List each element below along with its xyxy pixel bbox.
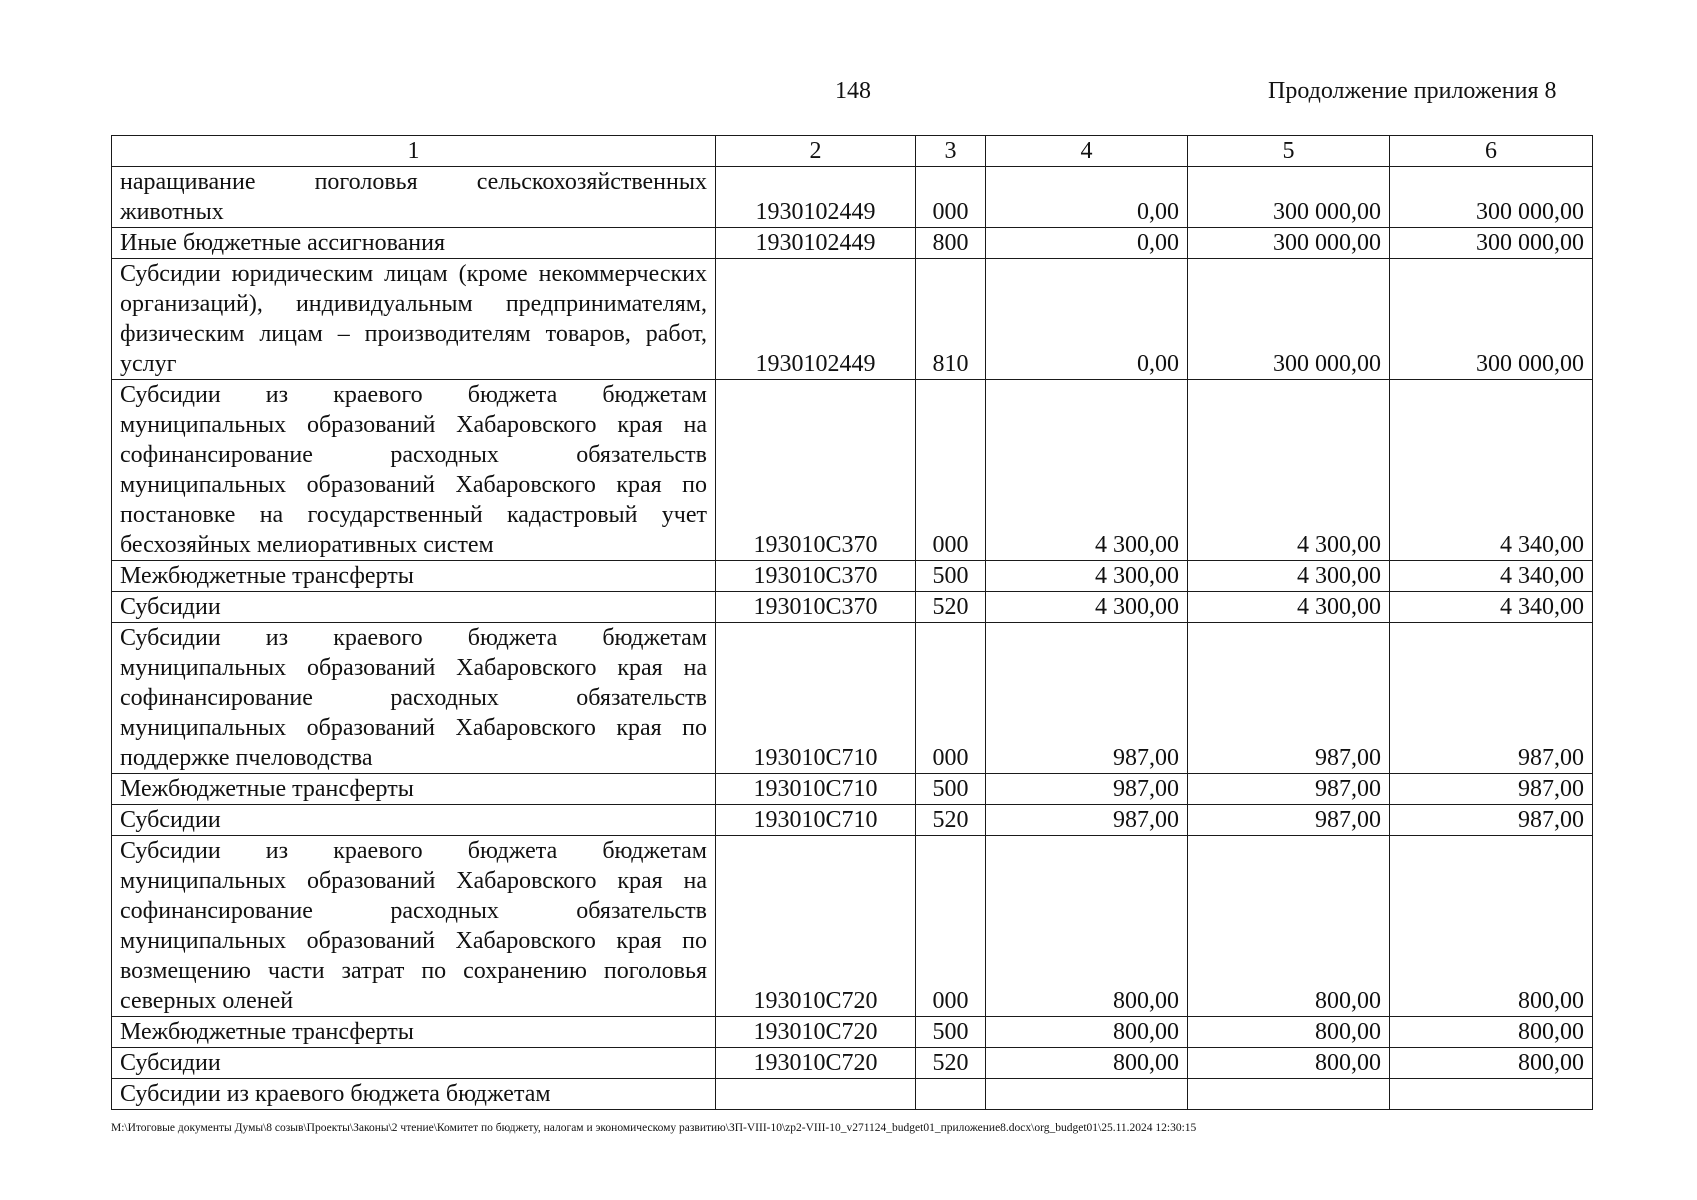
amount-col4-cell: 4 300,00 [986,592,1188,623]
expense-type-cell: 520 [916,1048,986,1079]
amount-col6-cell: 987,00 [1390,805,1593,836]
table-row [112,561,1593,592]
expense-name-cell: Межбюджетные трансферты [112,774,716,805]
target-article-code-cell: 1930102449 [716,167,916,228]
table-row [112,592,1593,623]
table-row [112,623,1593,774]
budget-table [111,135,1593,1110]
expense-name-cell: Субсидии [112,592,716,623]
expense-type-cell: 500 [916,1017,986,1048]
expense-type-cell: 500 [916,774,986,805]
amount-col4-cell [986,1079,1188,1110]
amount-col5-cell: 987,00 [1188,805,1390,836]
amount-col6-cell: 300 000,00 [1390,259,1593,380]
column-header-4: 4 [986,136,1188,167]
amount-col4-cell: 800,00 [986,1048,1188,1079]
expense-type-cell: 000 [916,836,986,1017]
expense-name-cell: Субсидии юридическим лицам (кроме некоммерческих организаций), индивидуальным предпринимателям, физическим лицам – производителям товаров, работ, услуг [112,259,716,380]
target-article-code-cell: 193010С710 [716,774,916,805]
expense-type-cell: 810 [916,259,986,380]
target-article-code-cell: 1930102449 [716,259,916,380]
target-article-code-cell: 1930102449 [716,228,916,259]
column-header-5: 5 [1188,136,1390,167]
expense-type-cell: 800 [916,228,986,259]
amount-col6-cell: 800,00 [1390,1017,1593,1048]
expense-name-cell: Субсидии из краевого бюджета бюджетам муниципальных образований Хабаровского края на софинансирование расходных обязательств муниципальных образований Хабаровского края по поддержке пчеловодства [112,623,716,774]
amount-col4-cell: 4 300,00 [986,380,1188,561]
column-header-2: 2 [716,136,916,167]
target-article-code-cell: 193010С720 [716,1048,916,1079]
amount-col5-cell: 800,00 [1188,1048,1390,1079]
amount-col4-cell: 987,00 [986,774,1188,805]
table-row [112,228,1593,259]
amount-col5-cell: 987,00 [1188,774,1390,805]
table-row [112,1017,1593,1048]
column-header-1: 1 [112,136,716,167]
target-article-code-cell: 193010С370 [716,561,916,592]
expense-name-cell: Субсидии из краевого бюджета бюджетам муниципальных образований Хабаровского края на софинансирование расходных обязательств муниципальных образований Хабаровского края по возмещению части затрат по сохранению поголовья северных оленей [112,836,716,1017]
page-number: 148 [835,78,871,104]
amount-col4-cell: 800,00 [986,836,1188,1017]
amount-col6-cell: 300 000,00 [1390,167,1593,228]
amount-col6-cell: 4 340,00 [1390,561,1593,592]
amount-col5-cell: 300 000,00 [1188,167,1390,228]
amount-col5-cell: 4 300,00 [1188,561,1390,592]
amount-col4-cell: 4 300,00 [986,561,1188,592]
expense-name-cell: Межбюджетные трансферты [112,1017,716,1048]
expense-name-cell: Субсидии из краевого бюджета бюджетам муниципальных образований Хабаровского края на софинансирование расходных обязательств муниципальных образований Хабаровского края по постановке на государственный кадастровый учет бесхозяйных мелиоративных систем [112,380,716,561]
amount-col6-cell: 800,00 [1390,836,1593,1017]
amount-col4-cell: 0,00 [986,259,1188,380]
target-article-code-cell: 193010С720 [716,1017,916,1048]
amount-col5-cell: 4 300,00 [1188,380,1390,561]
target-article-code-cell: 193010С710 [716,623,916,774]
amount-col5-cell [1188,1079,1390,1110]
expense-type-cell: 000 [916,623,986,774]
table-row [112,1048,1593,1079]
expense-name-cell: Межбюджетные трансферты [112,561,716,592]
table-header [112,136,1593,167]
table-row [112,380,1593,561]
expense-name-cell: Субсидии [112,1048,716,1079]
amount-col5-cell: 4 300,00 [1188,592,1390,623]
target-article-code-cell: 193010С710 [716,805,916,836]
target-article-code-cell [716,1079,916,1110]
expense-type-cell: 500 [916,561,986,592]
table-row [112,805,1593,836]
target-article-code-cell: 193010С370 [716,592,916,623]
expense-name-cell: Субсидии из краевого бюджета бюджетам [112,1079,716,1110]
amount-col6-cell: 4 340,00 [1390,380,1593,561]
amount-col5-cell: 300 000,00 [1188,259,1390,380]
amount-col4-cell: 987,00 [986,805,1188,836]
expense-type-cell: 000 [916,380,986,561]
document-file-path: M:\Итоговые документы Думы\8 созыв\Проекты\Законы\2 чтение\Комитет по бюджету, налогам и экономическому развитию\ЗП-VIII-10\zp2-VIII-10_v271124_budget01_приложение8.docx\org_budget01\25.11.2024 12:30:15 [111,1122,1197,1134]
amount-col5-cell: 300 000,00 [1188,228,1390,259]
amount-col4-cell: 0,00 [986,167,1188,228]
amount-col6-cell: 987,00 [1390,774,1593,805]
amount-col5-cell: 800,00 [1188,836,1390,1017]
expense-type-cell: 520 [916,805,986,836]
amount-col6-cell [1390,1079,1593,1110]
target-article-code-cell: 193010С370 [716,380,916,561]
table-body [112,167,1593,1110]
appendix-continuation-label: Продолжение приложения 8 [1268,78,1557,104]
table-row [112,774,1593,805]
expense-type-cell [916,1079,986,1110]
table-row [112,259,1593,380]
table-row [112,1079,1593,1110]
target-article-code-cell: 193010С720 [716,836,916,1017]
amount-col4-cell: 800,00 [986,1017,1188,1048]
amount-col4-cell: 987,00 [986,623,1188,774]
amount-col4-cell: 0,00 [986,228,1188,259]
amount-col5-cell: 987,00 [1188,623,1390,774]
column-header-6: 6 [1390,136,1593,167]
table-row [112,167,1593,228]
table-row [112,836,1593,1017]
expense-type-cell: 520 [916,592,986,623]
expense-type-cell: 000 [916,167,986,228]
column-header-3: 3 [916,136,986,167]
column-number-row [112,136,1593,167]
amount-col6-cell: 987,00 [1390,623,1593,774]
amount-col6-cell: 800,00 [1390,1048,1593,1079]
amount-col5-cell: 800,00 [1188,1017,1390,1048]
expense-name-cell: наращивание поголовья сельскохозяйственных животных [112,167,716,228]
amount-col6-cell: 300 000,00 [1390,228,1593,259]
expense-name-cell: Субсидии [112,805,716,836]
amount-col6-cell: 4 340,00 [1390,592,1593,623]
expense-name-cell: Иные бюджетные ассигнования [112,228,716,259]
